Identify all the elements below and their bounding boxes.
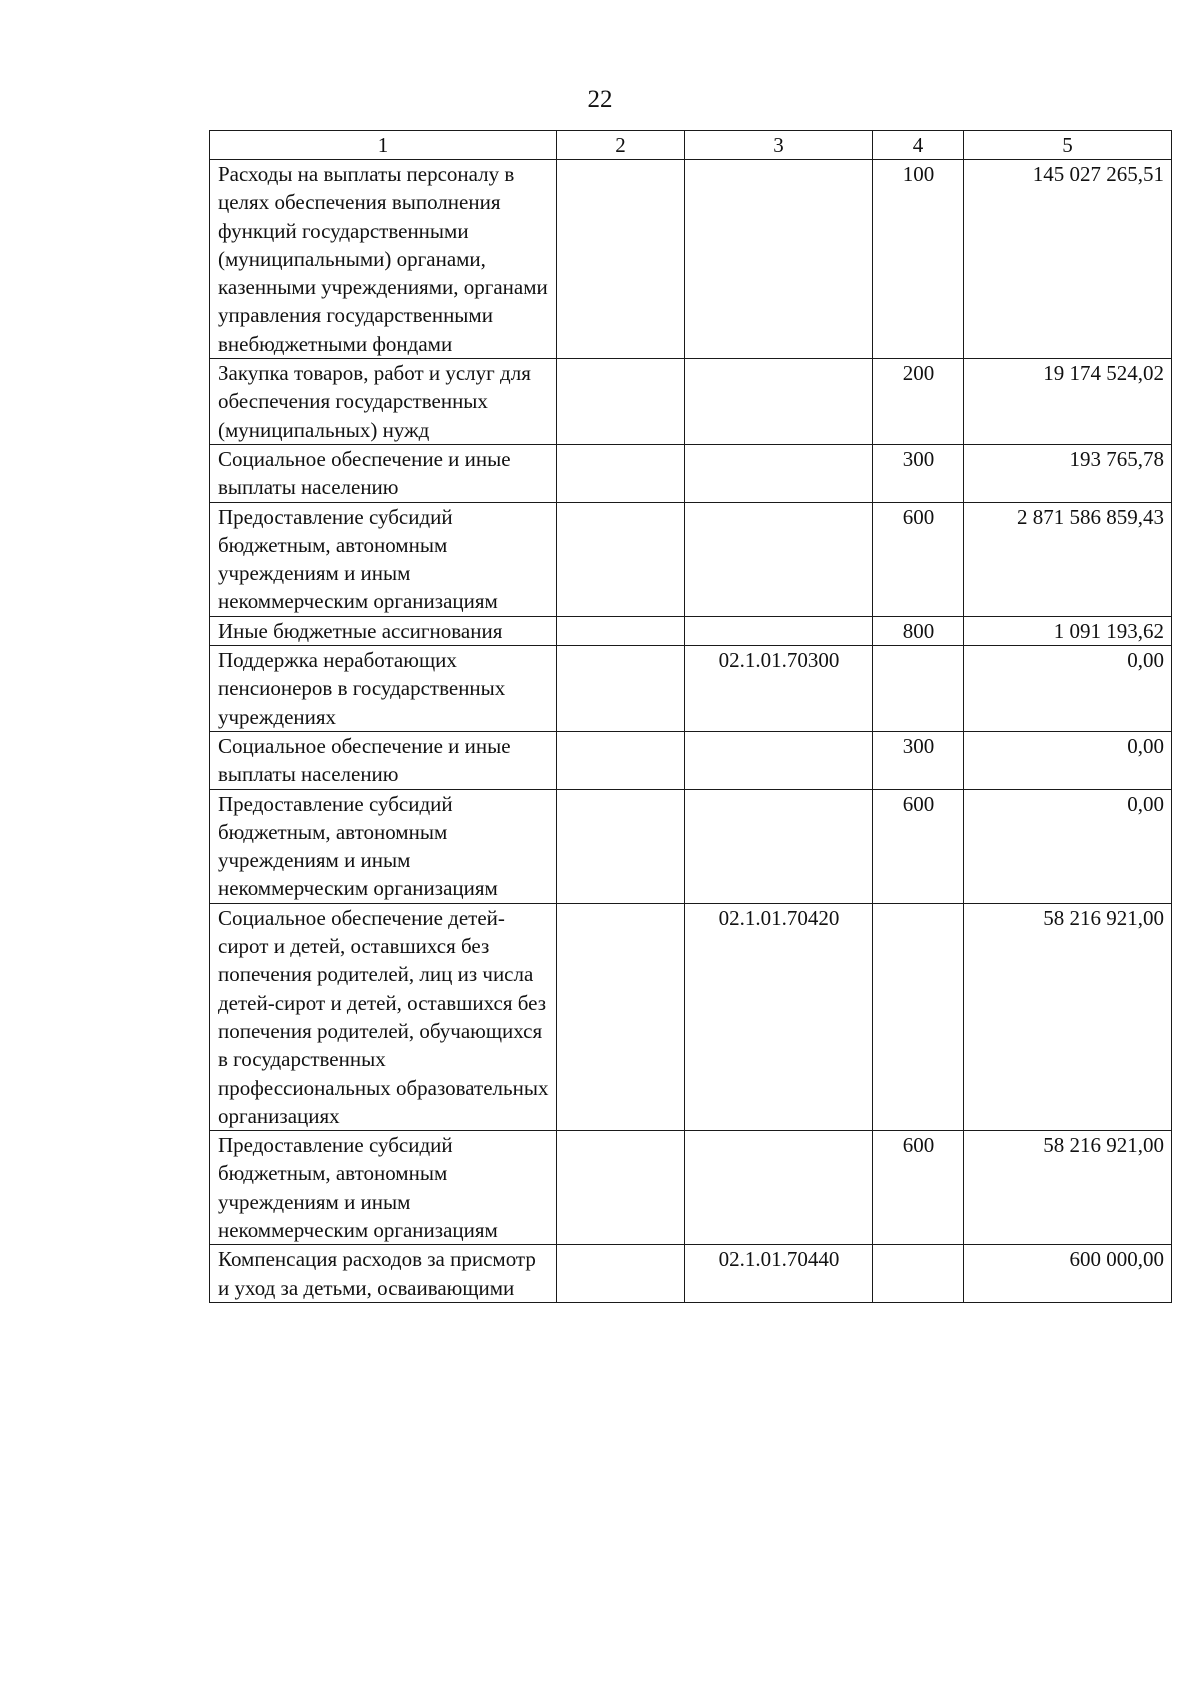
header-col-5: 5 bbox=[964, 131, 1172, 160]
table-row bbox=[210, 1245, 1172, 1303]
row-sum-cell: 58 216 921,00 bbox=[964, 1131, 1172, 1245]
table-row bbox=[210, 731, 1172, 789]
row-name-cell: Расходы на выплаты персоналу в целях обеспечения выполнения функций государственными (муниципальными) органами, казенными учреждениями, органами управления государственными внебюджетными фондами bbox=[210, 160, 557, 359]
page-number: 22 bbox=[587, 86, 613, 113]
row-kvr-cell: 600 bbox=[873, 789, 964, 903]
row-name-cell: Предоставление субсидий бюджетным, автономным учреждениям и иным некоммерческим организациям bbox=[210, 502, 557, 616]
row-kvr-cell: 100 bbox=[873, 160, 964, 359]
row-code-cell: 02.1.01.70300 bbox=[685, 646, 873, 732]
table-row bbox=[210, 789, 1172, 903]
row-name-cell: Социальное обеспечение и иные выплаты населению bbox=[210, 444, 557, 502]
row-col2-cell bbox=[557, 616, 685, 645]
table-row bbox=[210, 1131, 1172, 1245]
header-col-4: 4 bbox=[873, 131, 964, 160]
header-col-3: 3 bbox=[685, 131, 873, 160]
row-kvr-cell: 200 bbox=[873, 359, 964, 445]
row-kvr-cell: 300 bbox=[873, 731, 964, 789]
row-sum-cell: 0,00 bbox=[964, 789, 1172, 903]
row-kvr-cell: 300 bbox=[873, 444, 964, 502]
row-name-cell: Поддержка неработающих пенсионеров в государственных учреждениях bbox=[210, 646, 557, 732]
header-col-1: 1 bbox=[210, 131, 557, 160]
row-col2-cell bbox=[557, 1131, 685, 1245]
row-sum-cell: 1 091 193,62 bbox=[964, 616, 1172, 645]
row-kvr-cell: 600 bbox=[873, 1131, 964, 1245]
row-code-cell bbox=[685, 359, 873, 445]
row-name-cell: Социальное обеспечение детей-сирот и детей, оставшихся без попечения родителей, лиц из числа детей-сирот и детей, оставшихся без попечения родителей, обучающихся в государственных профессиональных образовательных организациях bbox=[210, 903, 557, 1130]
table-row bbox=[210, 160, 1172, 359]
row-name-cell: Предоставление субсидий бюджетным, автономным учреждениям и иным некоммерческим организациям bbox=[210, 789, 557, 903]
row-col2-cell bbox=[557, 502, 685, 616]
row-code-cell bbox=[685, 444, 873, 502]
row-col2-cell bbox=[557, 646, 685, 732]
row-sum-cell: 0,00 bbox=[964, 731, 1172, 789]
table-row bbox=[210, 359, 1172, 445]
table-body bbox=[210, 160, 1172, 1303]
row-kvr-cell bbox=[873, 903, 964, 1130]
row-code-cell bbox=[685, 1131, 873, 1245]
row-col2-cell bbox=[557, 1245, 685, 1303]
row-name-cell: Компенсация расходов за присмотр и уход за детьми, осваивающими bbox=[210, 1245, 557, 1303]
row-kvr-cell bbox=[873, 646, 964, 732]
row-sum-cell: 193 765,78 bbox=[964, 444, 1172, 502]
table-row bbox=[210, 616, 1172, 645]
row-kvr-cell: 800 bbox=[873, 616, 964, 645]
row-col2-cell bbox=[557, 789, 685, 903]
row-code-cell bbox=[685, 616, 873, 645]
table-row bbox=[210, 502, 1172, 616]
row-name-cell: Иные бюджетные ассигнования bbox=[210, 616, 557, 645]
row-kvr-cell: 600 bbox=[873, 502, 964, 616]
row-name-cell: Предоставление субсидий бюджетным, автономным учреждениям и иным некоммерческим организациям bbox=[210, 1131, 557, 1245]
row-code-cell: 02.1.01.70420 bbox=[685, 903, 873, 1130]
row-sum-cell: 2 871 586 859,43 bbox=[964, 502, 1172, 616]
row-sum-cell: 145 027 265,51 bbox=[964, 160, 1172, 359]
header-row bbox=[210, 131, 1172, 160]
row-code-cell bbox=[685, 160, 873, 359]
table-row bbox=[210, 646, 1172, 732]
row-name-cell: Социальное обеспечение и иные выплаты населению bbox=[210, 731, 557, 789]
row-sum-cell: 600 000,00 bbox=[964, 1245, 1172, 1303]
row-sum-cell: 0,00 bbox=[964, 646, 1172, 732]
row-col2-cell bbox=[557, 903, 685, 1130]
table-row bbox=[210, 444, 1172, 502]
row-col2-cell bbox=[557, 359, 685, 445]
row-name-cell: Закупка товаров, работ и услуг для обеспечения государственных (муниципальных) нужд bbox=[210, 359, 557, 445]
row-code-cell bbox=[685, 731, 873, 789]
row-kvr-cell bbox=[873, 1245, 964, 1303]
row-col2-cell bbox=[557, 160, 685, 359]
budget-table bbox=[209, 130, 1172, 1303]
header-col-2: 2 bbox=[557, 131, 685, 160]
row-sum-cell: 58 216 921,00 bbox=[964, 903, 1172, 1130]
row-code-cell: 02.1.01.70440 bbox=[685, 1245, 873, 1303]
row-sum-cell: 19 174 524,02 bbox=[964, 359, 1172, 445]
row-col2-cell bbox=[557, 444, 685, 502]
row-code-cell bbox=[685, 502, 873, 616]
row-code-cell bbox=[685, 789, 873, 903]
table-row bbox=[210, 903, 1172, 1130]
row-col2-cell bbox=[557, 731, 685, 789]
